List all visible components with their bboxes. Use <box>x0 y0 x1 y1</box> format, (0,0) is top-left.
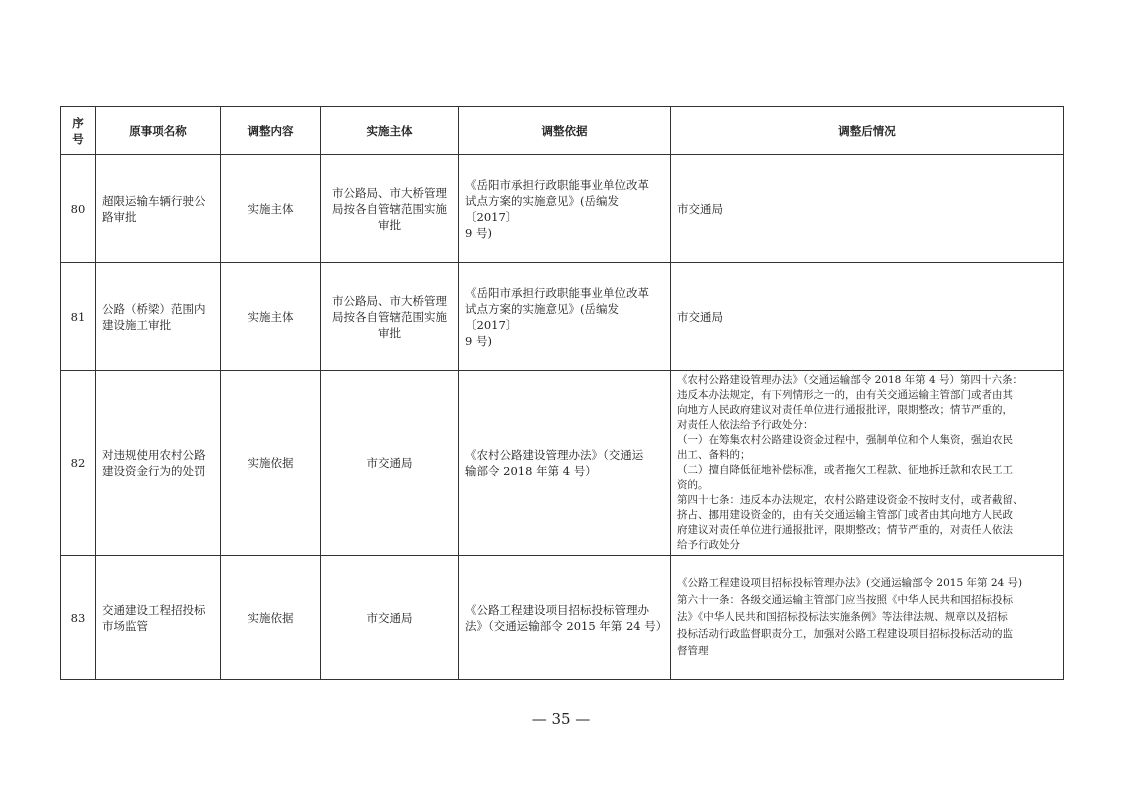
cell-after: 市交通局 <box>671 263 1064 371</box>
cell-subject: 市交通局 <box>321 371 459 556</box>
table-row <box>61 263 1064 371</box>
cell-name: 对违规使用农村公路 建设资金行为的处罚 <box>96 371 221 556</box>
cell-after: 《农村公路建设管理办法》（交通运输部令 2018 年第 4 号）第四十六条： 违反本办法规定，有下列情形之一的，由有关交通运输主管部门或者由其 向地方人民政府建议对责任单位进行通报批评，限期整改；情节严重的， 对责任人依法给予行政处分： （一）在筹集农村公路建设资金过程中，强制单位和个人集资，强迫农民 出工、备料的； （二）擅自降低征地补偿标准，或者拖欠工程款、征地拆迁款和农民工工 资的。 第四十七条：违反本办法规定，农村公路建设资金不按时支付，或者截留、 挤占、挪用建设资金的，由有关交通运输主管部门或者由其向地方人民政 府建议对责任单位进行通报批评，限期整改；情节严重的，对责任人依法 给予行政处分 <box>671 371 1064 556</box>
cell-basis: 《农村公路建设管理办法》（交通运 输部令 2018 年第 4 号） <box>459 371 671 556</box>
adjustment-table <box>60 106 1064 680</box>
cell-after: 市交通局 <box>671 155 1064 263</box>
cell-no: 80 <box>61 155 96 263</box>
cell-no: 83 <box>61 556 96 680</box>
header-original-item: 原事项名称 <box>96 107 221 155</box>
header-implementing-body: 实施主体 <box>321 107 459 155</box>
cell-after: 《公路工程建设项目招标投标管理办法》(交通运输部令 2015 年第 24 号) 第六十一条：各级交通运输主管部门应当按照《中华人民共和国招标投标 法》《中华人民共和国招标投标法实施条例》等法律法规、规章以及招标 投标活动行政监督职责分工，加强对公路工程建设项目招标投标活动的监 督管理 <box>671 556 1064 680</box>
cell-subject: 市交通局 <box>321 556 459 680</box>
cell-content: 实施主体 <box>221 155 321 263</box>
cell-content: 实施依据 <box>221 371 321 556</box>
cell-basis: 《岳阳市承担行政职能事业单位改革 试点方案的实施意见》(岳编发〔2017〕 9 号) <box>459 155 671 263</box>
cell-name: 交通建设工程招投标 市场监管 <box>96 556 221 680</box>
header-after-adjustment: 调整后情况 <box>671 107 1064 155</box>
header-adjustment-basis: 调整依据 <box>459 107 671 155</box>
table-header-row <box>61 107 1064 155</box>
table-row <box>61 155 1064 263</box>
cell-no: 82 <box>61 371 96 556</box>
cell-basis: 《公路工程建设项目招标投标管理办 法》（交通运输部令 2015 年第 24 号） <box>459 556 671 680</box>
cell-no: 81 <box>61 263 96 371</box>
table-row <box>61 371 1064 556</box>
cell-content: 实施依据 <box>221 556 321 680</box>
page-number: — 35 — <box>531 710 591 728</box>
cell-name: 公路（桥梁）范围内 建设施工审批 <box>96 263 221 371</box>
cell-name: 超限运输车辆行驶公 路审批 <box>96 155 221 263</box>
header-adjustment-content: 调整内容 <box>221 107 321 155</box>
cell-subject: 市公路局、市大桥管理 局按各自管辖范围实施 审批 <box>321 263 459 371</box>
cell-basis: 《岳阳市承担行政职能事业单位改革 试点方案的实施意见》(岳编发〔2017〕 9 号) <box>459 263 671 371</box>
cell-content: 实施主体 <box>221 263 321 371</box>
header-no: 序 号 <box>61 107 96 155</box>
cell-subject: 市公路局、市大桥管理 局按各自管辖范围实施 审批 <box>321 155 459 263</box>
table-row <box>61 556 1064 680</box>
